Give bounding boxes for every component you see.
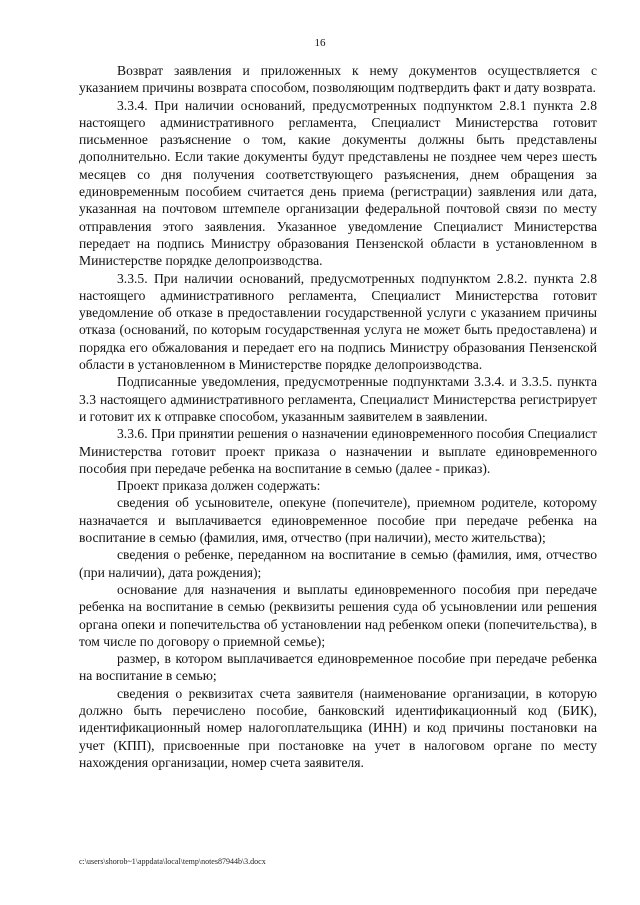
paragraph-3-3-4: 3.3.4. При наличии оснований, предусмотренных подпунктом 2.8.1 пункта 2.8 настоящего административного регламента, Специалист Министерства готовит письменное разъяснение о том, какие документы должны быть представлены дополнительно. Если такие документы будут представлены не позднее чем через шесть месяцев со дня получения соответствующего разъяснения, днем обращения за единовременным пособием считается день приема (регистрации) заявления или дата, указанная на почтовом штемпеле организации федеральной почтовой связи по месту отправления этого заявления. Указанное уведомление Специалист Министерства передает на подпись Министру образования Пензенской области в установленном в Министерстве порядке делопроизводства. bbox=[79, 97, 597, 269]
list-item-amount: размер, в котором выплачивается единовременное пособие при передаче ребенка на воспитание в семью; bbox=[79, 651, 597, 684]
paragraph-return-note: Возврат заявления и приложенных к нему документов осуществляется с указанием причины возврата способом, позволяющим подтвердить факт и дату возврата. bbox=[79, 63, 597, 96]
paragraph-signed-notices: Подписанные уведомления, предусмотренные подпунктами 3.3.4. и 3.3.5. пункта 3.3 настоящего административного регламента, Специалист Министерства регистрирует и готовит их к отправке способом, указанным заявителем в заявлении. bbox=[79, 374, 597, 424]
footer-file-path: c:\users\shorob~1\appdata\local\temp\notes87944b\3.docx bbox=[79, 857, 266, 866]
list-item-basis: основание для назначения и выплаты единовременного пособия при передаче ребенка на воспитание в семью (реквизиты решения суда об усыновлении или решения органа опеки и попечительства об установлении над ребенком опеки (попечительства), в том числе по договору о приемной семье); bbox=[79, 581, 597, 649]
document-body bbox=[79, 62, 597, 771]
paragraph-order-contents-intro: Проект приказа должен содержать: bbox=[117, 478, 321, 494]
paragraph-3-3-6: 3.3.6. При принятии решения о назначении единовременного пособия Специалист Министерства готовит проект приказа о назначении и выплате единовременного пособия при передаче ребенка на воспитание в семью (далее - приказ). bbox=[79, 426, 597, 476]
list-item-child-info: сведения о ребенке, переданном на воспитание в семью (фамилия, имя, отчество (при наличии), дата рождения); bbox=[79, 547, 597, 580]
list-item-account-details: сведения о реквизитах счета заявителя (наименование организации, в которую должно быть перечислено пособие, банковский идентификационный код (БИК), идентификационный номер налогоплательщика (ИНН) и код причины постановки на учет (КПП), присвоенные при постановке на учет в налоговом органе по месту нахождения организации, номер счета заявителя. bbox=[79, 685, 597, 770]
page-number: 16 bbox=[314, 37, 326, 49]
paragraph-3-3-5: 3.3.5. При наличии оснований, предусмотренных подпунктом 2.8.2. пункта 2.8 настоящего административного регламента, Специалист Министерства готовит уведомление об отказе в предоставлении государственной услуги с указанием причины отказа (оснований, по которым государственная услуга не может быть предоставлена) и порядка его обжалования и передает его на подпись Министру образования Пензенской области в установленном в Министерстве порядке делопроизводства. bbox=[79, 270, 597, 373]
list-item-guardian-info: сведения об усыновителе, опекуне (попечителе), приемном родителе, которому назначается и выплачивается единовременное пособие при передаче ребенка на воспитание в семью (фамилия, имя, отчество (при наличии), место жительства); bbox=[79, 495, 597, 546]
